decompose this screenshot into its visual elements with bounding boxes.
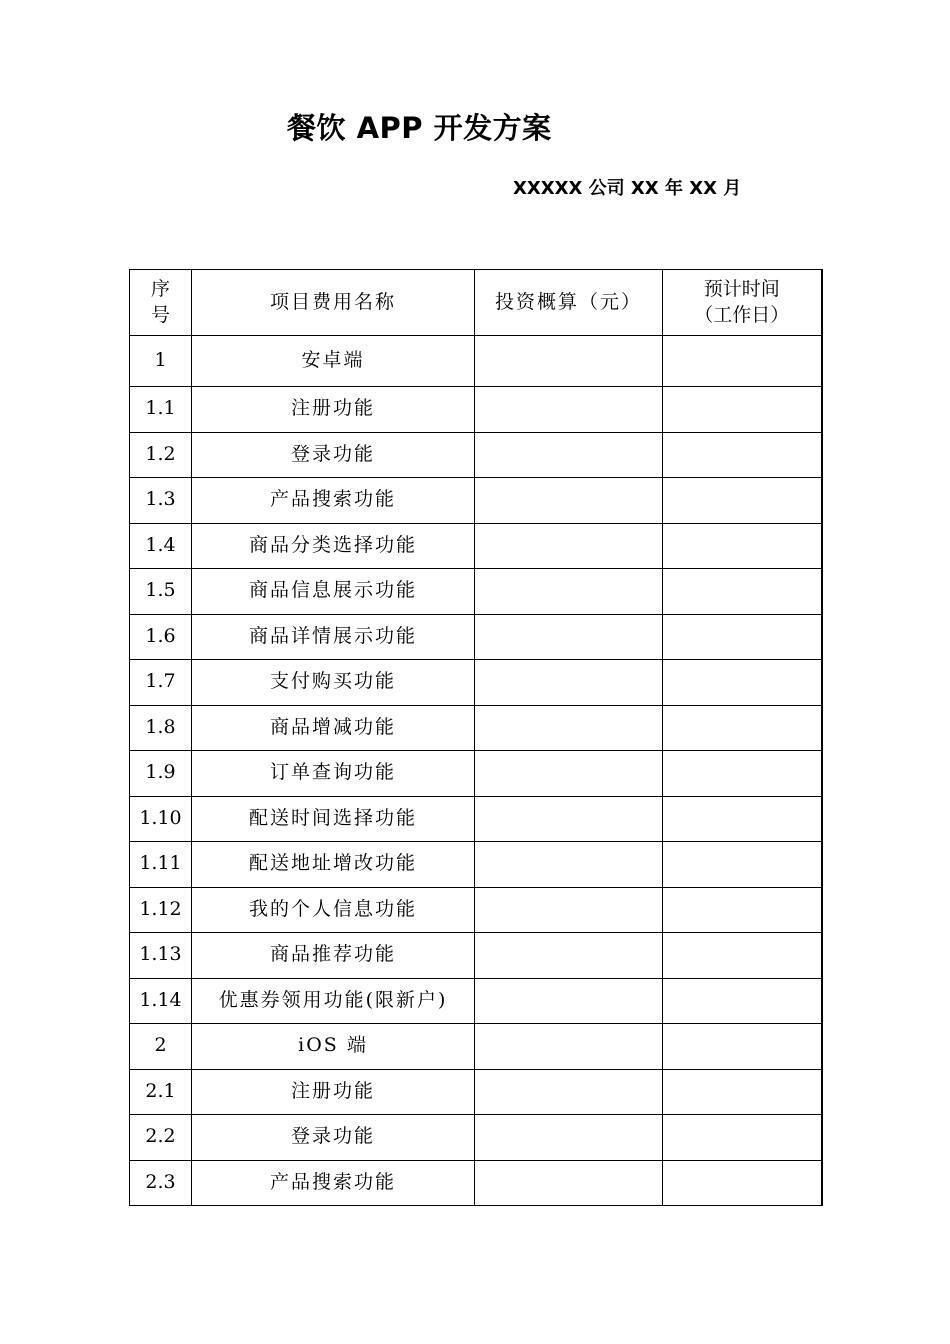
row-name-cell-text: 安卓端 [301,349,365,372]
table-row [130,933,822,979]
row-name-cell [192,705,475,751]
row-name-cell [192,614,475,660]
row-name-cell [192,1024,475,1070]
row-name-cell [192,933,475,979]
row-seq-cell [130,978,192,1024]
table-row [130,705,822,751]
row-name-cell-text: iOS 端 [298,1034,368,1057]
row-days-cell [663,978,822,1024]
row-days-cell [663,887,822,933]
row-name-cell-text: 配送时间选择功能 [248,806,417,829]
row-seq-cell [130,842,192,888]
row-name-cell [192,978,475,1024]
row-seq-cell-text: 1.12 [139,897,182,920]
row-cost-cell [475,796,663,842]
row-name-cell-text: 商品分类选择功能 [248,533,417,556]
row-cost-cell [475,387,663,433]
table-row [130,432,822,478]
row-name-cell-text: 产品搜索功能 [269,488,396,511]
row-name-cell [192,1160,475,1206]
budget-table [129,269,823,1206]
row-name-cell-text: 优惠券领用功能(限新户) [218,988,448,1011]
row-days-cell [663,523,822,569]
row-days-cell [663,614,822,660]
table-row [130,1115,822,1161]
row-days-cell [663,432,822,478]
header-cost [475,270,663,336]
row-cost-cell [475,705,663,751]
row-seq-cell-text: 1.8 [145,715,176,738]
row-days-cell [663,660,822,706]
row-seq-cell-text: 1.4 [145,533,176,556]
row-name-cell [192,842,475,888]
row-cost-cell [475,478,663,524]
row-seq-cell-text: 1.9 [145,761,176,784]
row-seq-cell-text: 1.11 [139,852,182,875]
row-seq-cell-text: 1.13 [139,943,182,966]
row-name-cell [192,660,475,706]
row-seq-cell-text: 1.5 [145,579,176,602]
row-seq-cell-text: 2 [154,1034,167,1057]
row-days-cell [663,1115,822,1161]
row-name-cell-text: 我的个人信息功能 [248,897,417,920]
row-seq-cell [130,478,192,524]
row-seq-cell-text: 1.3 [145,488,176,511]
row-days-cell [663,569,822,615]
row-seq-cell-text: 1.14 [139,988,182,1011]
document-subtitle: XXXXX 公司 XX 年 XX 月 [513,178,742,199]
row-name-cell [192,751,475,797]
row-cost-cell [475,842,663,888]
row-days-cell [663,796,822,842]
row-cost-cell [475,887,663,933]
row-seq-cell [130,1115,192,1161]
row-seq-cell-text: 1.7 [145,670,176,693]
row-cost-cell [475,523,663,569]
row-days-cell [663,705,822,751]
row-seq-cell [130,523,192,569]
row-name-cell [192,1069,475,1115]
row-seq-cell-text: 1.2 [145,442,176,465]
row-name-cell [192,523,475,569]
row-name-cell [192,569,475,615]
row-name-cell [192,387,475,433]
row-name-cell-text: 商品详情展示功能 [248,624,417,647]
header-seq [130,270,192,336]
row-name-cell-text: 商品增减功能 [269,715,396,738]
row-cost-cell [475,432,663,478]
row-name-cell-text: 配送地址增改功能 [248,852,417,875]
table-row [130,1160,822,1206]
row-days-cell [663,1160,822,1206]
row-name-cell-text: 订单查询功能 [269,761,396,784]
row-cost-cell [475,336,663,387]
table-row [130,796,822,842]
row-cost-cell [475,933,663,979]
table-row [130,569,822,615]
row-seq-cell-text: 2.3 [145,1170,176,1193]
table-row [130,1069,822,1115]
row-name-cell-text: 登录功能 [290,1125,375,1148]
row-name-cell-text: 注册功能 [290,1079,375,1102]
row-seq-cell-text: 1.6 [145,624,176,647]
row-days-cell [663,1024,822,1070]
row-seq-cell-text: 1.10 [139,806,182,829]
row-cost-cell [475,660,663,706]
table-row [130,523,822,569]
row-seq-cell [130,933,192,979]
row-seq-cell [130,614,192,660]
row-cost-cell [475,978,663,1024]
header-time-line1: 预计时间 [703,277,780,300]
row-name-cell-text: 商品推荐功能 [269,943,396,966]
row-cost-cell [475,614,663,660]
row-seq-cell [130,569,192,615]
row-seq-cell-text: 2.1 [145,1079,176,1102]
row-seq-cell [130,432,192,478]
row-seq-cell [130,796,192,842]
table-row [130,1024,822,1070]
row-name-cell-text: 注册功能 [290,397,375,420]
row-cost-cell [475,1069,663,1115]
header-cost-text: 投资概算（元） [494,290,642,313]
row-days-cell [663,842,822,888]
document-title: 餐饮 APP 开发方案 [287,111,552,145]
row-days-cell [663,933,822,979]
row-seq-cell [130,660,192,706]
row-name-cell [192,478,475,524]
row-days-cell [663,336,822,387]
header-seq-line2: 号 [150,303,170,326]
table-row [130,336,822,387]
table-row [130,887,822,933]
row-seq-cell [130,336,192,387]
row-cost-cell [475,1160,663,1206]
row-name-cell [192,336,475,387]
row-seq-cell-text: 1.1 [145,397,176,420]
row-days-cell [663,387,822,433]
row-seq-cell-text: 1 [154,349,167,372]
row-seq-cell [130,387,192,433]
table-row [130,978,822,1024]
row-name-cell [192,432,475,478]
row-name-cell [192,1115,475,1161]
header-time-line2: （工作日） [694,303,790,326]
row-name-cell [192,796,475,842]
row-name-cell-text: 登录功能 [290,442,375,465]
table-row [130,387,822,433]
table-row [130,842,822,888]
row-seq-cell [130,1024,192,1070]
table-row [130,660,822,706]
table-body [130,336,822,1206]
header-time [663,270,822,336]
row-seq-cell-text: 2.2 [145,1125,176,1148]
row-days-cell [663,1069,822,1115]
row-name-cell-text: 商品信息展示功能 [248,579,417,602]
row-name-cell-text: 产品搜索功能 [269,1170,396,1193]
row-days-cell [663,478,822,524]
row-name-cell [192,887,475,933]
row-name-cell-text: 支付购买功能 [269,670,396,693]
row-seq-cell [130,1160,192,1206]
row-seq-cell [130,887,192,933]
row-cost-cell [475,1024,663,1070]
header-seq-line1: 序 [150,277,170,300]
row-days-cell [663,751,822,797]
table-row [130,614,822,660]
row-cost-cell [475,569,663,615]
table-row [130,751,822,797]
row-seq-cell [130,705,192,751]
row-cost-cell [475,1115,663,1161]
header-name [192,270,475,336]
row-cost-cell [475,751,663,797]
table-row [130,478,822,524]
row-seq-cell [130,751,192,797]
header-name-text: 项目费用名称 [269,290,396,313]
row-seq-cell [130,1069,192,1115]
table-header-row [130,270,822,336]
